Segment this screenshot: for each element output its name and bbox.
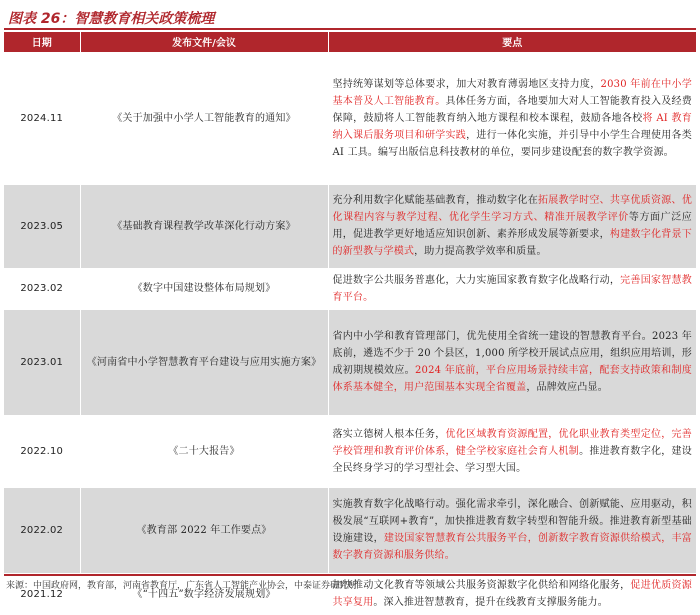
header-row [4,32,696,52]
highlighted-text: 完善国家智慧教育平台。 [332,274,692,303]
header-doc: 发布文件/会议 [80,32,328,52]
row-date: 2021.12 [4,573,80,615]
header-date: 日期 [4,32,80,52]
point-text: 等方面广泛应用，促进教学更好地适应知识创新、素养形成发展等新要求， [332,212,692,240]
point-text: 促进数字公共服务普惠化，大力实施国家教育数字化战略行动， [332,274,621,286]
highlighted-text: 建设国家智慧教育公共服务平台，创新数字教育资源供给模式，丰富数字教育资源和服务供给。 [332,533,693,561]
highlighted-text: 2024 年底前，平台应用场景持续丰富，配套支持政策和制度体系基本健全，用户范围基本实现全省覆盖 [332,365,692,393]
highlighted-text: 2030 年前在中小学基本普及人工智能教育。 [332,78,693,107]
row-document: 《教育部 2022 年工作要点》 [80,487,328,573]
row-document: 《数字中国建设整体布局规划》 [80,268,328,309]
row-document: 《河南省中小学智慧教育平台建设与应用实施方案》 [80,309,328,415]
policy-table [4,32,696,615]
point-text: 省内中小学和教育管理部门，优先使用全省统一建设的智慧教育平台。2023 年底前，遴选不少于 20 个县区，1,000 所学校开展试点应用，组织应用培训，形成初期规模效应。 [332,331,692,376]
row-document: 《基础教育课程教学改革深化行动方案》 [80,184,328,268]
table-row [4,184,696,268]
highlighted-text: 构建数字化背景下的新型教与学模式 [332,229,692,257]
row-key-points [328,415,696,487]
point-text: 坚持统筹谋划等总体要求，加大对教育薄弱地区支持力度， [332,78,601,90]
row-key-points [328,52,696,184]
point-text: 具体任务方面，各地要加大对人工智能教育投入及经费保障，鼓励将人工智能教育纳入地方课程和校本课程，鼓励各地各校 [332,95,692,124]
row-key-points [328,184,696,268]
point-text: ，进行一体化实施，并引导中小学生合理使用各类 AI 工具。编写出版信息科技教材的单位，要同步建设配套的数字教学资源。 [332,129,692,158]
row-date: 2022.02 [4,487,80,573]
title-bar [4,6,696,30]
table-row [4,52,696,184]
row-document: 《关于加强中小学人工智能教育的通知》 [80,52,328,184]
point-text: ，品牌效应凸显。 [526,382,608,393]
point-text: 。深入推进智慧教育，提升在线教育支撑服务能力。 [373,597,608,609]
point-text: 充分利用数字化赋能基础教育，推动数字化在 [332,195,538,206]
row-document: 《“十四五”数字经济发展规划》 [80,573,328,615]
point-text: 落实立德树人根本任务， [332,428,446,440]
row-key-points [328,268,696,309]
source-note: 来源：中国政府网，教育部，河南省教育厅，广东省人工智能产业协会，中泰证券研究所 [6,581,358,591]
row-date: 2024.11 [4,52,80,184]
chart-title: 图表 26：智慧教育相关政策梳理 [8,11,215,27]
point-text: 。推进教育数字化，建设全民终身学习的学习型社会、学习型大国。 [332,445,692,474]
row-key-points [328,487,696,573]
row-date: 2023.05 [4,184,80,268]
bottom-rule [4,574,696,576]
row-key-points [328,309,696,415]
row-key-points [328,573,696,615]
highlighted-text: 将 AI 教育纳入课后服务项目和研学实践 [332,112,692,141]
row-date: 2022.10 [4,415,80,487]
header-points: 要点 [328,32,696,52]
highlighted-text: 拓展教学时空、共享优质资源、优化课程内容与教学过程、优化学生学习方式、精准开展教学评价 [332,195,693,223]
point-text: 加快推动文化教育等领域公共服务资源数字化供给和网络化服务， [332,580,631,592]
table-row [4,309,696,415]
table-row [4,268,696,309]
highlighted-text: 促进优质资源共享复用 [332,580,692,609]
row-date: 2023.02 [4,268,80,309]
highlighted-text: 优化区域教育资源配置，优化职业教育类型定位，完善学校管理和教育评价体系，健全学校家庭社会育人机制 [332,428,692,457]
table-row [4,415,696,487]
row-date: 2023.01 [4,309,80,415]
row-document: 《二十大报告》 [80,415,328,487]
table-row [4,487,696,573]
point-text: ，助力提高教学效率和质量。 [414,246,547,257]
point-text: 实施教育数字化战略行动。强化需求牵引，深化融合、创新赋能、应用驱动，积极发展“互联网+教育”，加快推进教育数字转型和智能升级。推进教育新型基础设施建设， [332,499,692,544]
